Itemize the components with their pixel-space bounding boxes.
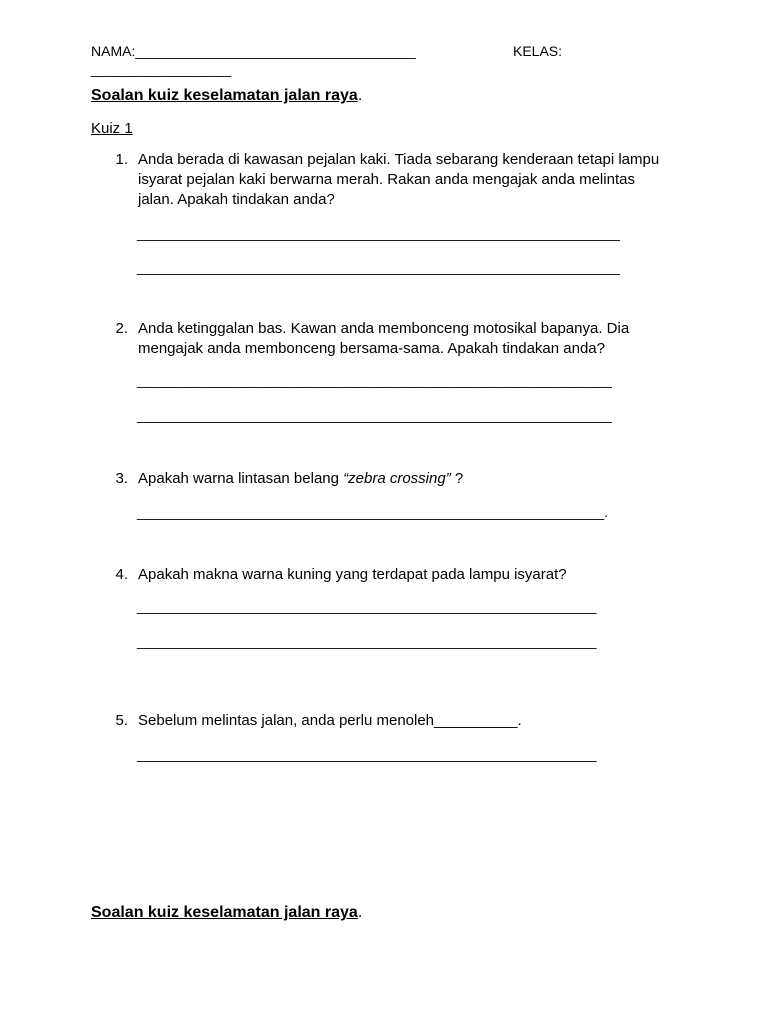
page-title-text: Soalan kuiz keselamatan jalan raya [91, 87, 358, 104]
answer-line[interactable]: ______________________________________________________________ [137, 225, 620, 241]
class-field-line: __________________ [91, 61, 232, 77]
answer-line[interactable]: ___________________________________________________________ [137, 633, 597, 649]
footer-title-period: . [357, 904, 363, 921]
question-text-after: ? [450, 470, 464, 487]
question-text [138, 469, 463, 489]
question-text [138, 319, 629, 359]
question-number: 4. [115, 566, 128, 583]
question-text [138, 150, 659, 210]
question-text [138, 711, 522, 731]
question-number: 1. [115, 151, 128, 168]
answer-line[interactable]: _____________________________________________________________ [137, 372, 612, 388]
footer-title [91, 904, 362, 922]
answer-line[interactable]: _____________________________________________________________ [137, 407, 612, 423]
class-field-label: KELAS: [513, 43, 563, 59]
quiz-label: Kuiz 1 [91, 120, 133, 137]
name-field-label: NAMA:____________________________________ [91, 43, 416, 59]
question-line: mengajak anda membonceng bersama-sama. Apakah tindakan anda? [138, 340, 605, 357]
page-title-period: . [357, 87, 363, 104]
question-number: 5. [115, 712, 128, 729]
question-text [138, 565, 567, 585]
question-number: 2. [115, 320, 128, 337]
answer-line[interactable]: ______________________________________________________________ [137, 259, 620, 275]
question-line: jalan. Apakah tindakan anda? [138, 191, 335, 208]
question-line: Apakah makna warna kuning yang terdapat pada lampu isyarat? [138, 566, 567, 583]
answer-line[interactable]: ___________________________________________________________ [137, 598, 597, 614]
question-line: Sebelum melintas jalan, anda perlu menoleh__________. [138, 712, 522, 729]
question-number: 3. [115, 470, 128, 487]
answer-line[interactable]: ____________________________________________________________. [137, 504, 609, 520]
question-line: isyarat pejalan kaki berwarna merah. Rakan anda mengajak anda melintas [138, 171, 635, 188]
question-text-italic: “zebra crossing” [343, 470, 451, 487]
footer-title-text: Soalan kuiz keselamatan jalan raya [91, 904, 358, 921]
question-text-before: Apakah warna lintasan belang [138, 470, 344, 487]
question-line: Anda berada di kawasan pejalan kaki. Tiada sebarang kenderaan tetapi lampu [138, 151, 660, 168]
question-line: Anda ketinggalan bas. Kawan anda membonceng motosikal bapanya. Dia [138, 320, 630, 337]
page-title [91, 87, 362, 105]
answer-line[interactable]: ___________________________________________________________ [137, 746, 597, 762]
